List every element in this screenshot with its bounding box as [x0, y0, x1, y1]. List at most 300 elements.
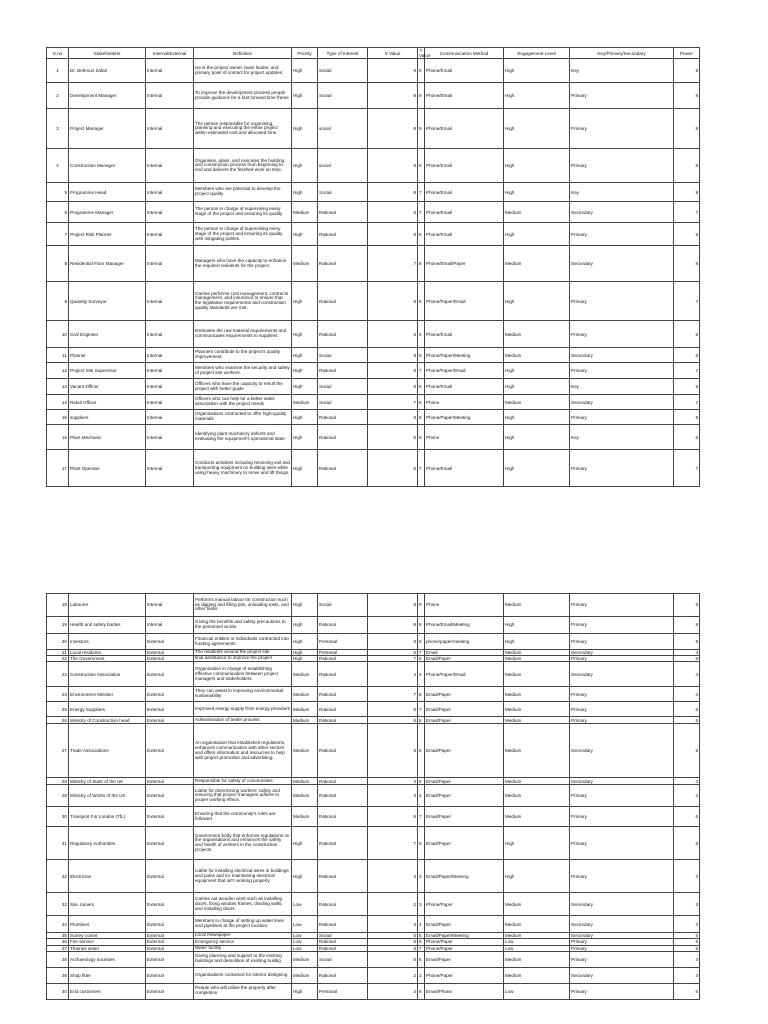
cell-priority: High — [292, 109, 318, 149]
cell-priority: High — [292, 363, 318, 379]
cell-type-of-interest: Rational — [318, 785, 368, 807]
cell-internal-external: External — [146, 983, 194, 999]
cell-stakeholder: Ministry of State of the UK — [69, 778, 146, 785]
cell-stakeholder: Construction Association — [69, 662, 146, 687]
cell-sno: 23 — [47, 662, 69, 687]
cell-power: 9 — [674, 410, 700, 425]
table-row — [47, 594, 700, 617]
cell-engagement-level: Medium — [504, 933, 570, 939]
cell-internal-external: Internal — [146, 450, 194, 487]
cell-priority: High — [292, 617, 318, 634]
cell-key-primary-secondary: Primary — [570, 594, 674, 617]
cell-engagement-level: High — [504, 634, 570, 650]
cell-engagement-level: High — [504, 860, 570, 893]
cell-type-of-interest: Social — [318, 59, 368, 83]
header-x-value: X Value — [368, 48, 418, 59]
cell-internal-external: Internal — [146, 282, 194, 321]
cell-engagement-level: Medium — [504, 967, 570, 983]
cell-definition: Financial entities or individuals contracted into funding agreements. — [194, 634, 292, 650]
cell-power: 8 — [674, 149, 700, 183]
table-row — [47, 282, 700, 321]
cell-type-of-interest: Rational — [318, 202, 368, 223]
cell-priority: High — [292, 827, 318, 860]
cell-power: 3 — [674, 893, 700, 916]
cell-power: 8 — [674, 617, 700, 634]
cell-key-primary-secondary: Key — [570, 59, 674, 83]
cell-y-value: 7 — [418, 702, 425, 717]
cell-definition: final assistance to improve the project — [194, 656, 292, 662]
cell-definition: Emergency service — [194, 939, 292, 945]
table-row — [47, 425, 700, 450]
cell-stakeholder: Plumbers — [69, 916, 146, 933]
cell-definition: Organization in charge of establishing effective communication between project managers and stakeholders — [194, 662, 292, 687]
cell-priority: High — [292, 450, 318, 487]
cell-definition: Administration of better process — [194, 717, 292, 724]
table-row — [47, 724, 700, 778]
cell-communication-method: Phone/Email — [425, 321, 504, 348]
cell-key-primary-secondary: Secondary — [570, 778, 674, 785]
cell-stakeholder: Ministry of Works of the UK — [69, 785, 146, 807]
table-row — [47, 951, 700, 967]
cell-sno: 15 — [47, 410, 69, 425]
cell-priority: Low — [292, 933, 318, 939]
cell-internal-external: External — [146, 967, 194, 983]
cell-engagement-level: Medium — [504, 893, 570, 916]
cell-x-value: 6 — [368, 945, 418, 951]
cell-key-primary-secondary: Primary — [570, 951, 674, 967]
cell-engagement-level: High — [504, 450, 570, 487]
cell-stakeholder: Investors — [69, 634, 146, 650]
cell-definition: Liable for installing electrical wires in buildings and poles and for maintaining electrical equipment that isn't working properly. — [194, 860, 292, 893]
cell-x-value: 4 — [368, 983, 418, 999]
cell-sno: 10 — [47, 321, 69, 348]
cell-definition: Officers who have the capacity to result the project with better guide — [194, 379, 292, 395]
cell-stakeholder: Programme Head — [69, 183, 146, 202]
cell-communication-method: Phone/Paper/Email — [425, 282, 504, 321]
cell-internal-external: External — [146, 687, 194, 702]
cell-engagement-level: Medium — [504, 687, 570, 702]
table-row — [47, 83, 700, 109]
cell-key-primary-secondary: Key — [570, 379, 674, 395]
cell-sno: 40 — [47, 983, 69, 999]
cell-key-primary-secondary: Secondary — [570, 650, 674, 656]
cell-key-primary-secondary: Secondary — [570, 916, 674, 933]
cell-y-value: 8 — [418, 827, 425, 860]
cell-definition: Organisations contacted for interior designing — [194, 967, 292, 983]
cell-internal-external: External — [146, 717, 194, 724]
cell-sno: 11 — [47, 348, 69, 363]
cell-power: 9 — [674, 634, 700, 650]
cell-engagement-level: Low — [504, 945, 570, 951]
cell-communication-method: phone/paper/meeting — [425, 634, 504, 650]
cell-sno: 30 — [47, 807, 69, 827]
cell-stakeholder: Planner — [69, 348, 146, 363]
cell-internal-external: Internal — [146, 395, 194, 410]
cell-communication-method: Phone/Paper/Meeting — [425, 410, 504, 425]
cell-sno: 3 — [47, 109, 69, 149]
cell-power: 5 — [674, 945, 700, 951]
cell-x-value: 4 — [368, 860, 418, 893]
cell-priority: Low — [292, 939, 318, 945]
cell-definition: They can assist in improving environmental sustainability — [194, 687, 292, 702]
cell-communication-method: Email/Paper — [425, 702, 504, 717]
header-engagement-level: Engagement Level — [504, 48, 570, 59]
cell-x-value: 5 — [368, 650, 418, 656]
cell-communication-method: Email/Paper — [425, 785, 504, 807]
table-row — [47, 967, 700, 983]
cell-type-of-interest: Rational — [318, 656, 368, 662]
cell-priority: High — [292, 594, 318, 617]
table-row — [47, 450, 700, 487]
cell-definition: Organises, plans, and executes the building and construction process from beginning to end and delivers the finished work on time. — [194, 149, 292, 183]
cell-key-primary-secondary: Secondary — [570, 395, 674, 410]
cell-power: 7 — [674, 363, 700, 379]
cell-priority: Medium — [292, 246, 318, 282]
cell-sno: 31 — [47, 827, 69, 860]
cell-x-value: 8 — [368, 282, 418, 321]
cell-communication-method: Email/Paper — [425, 827, 504, 860]
cell-engagement-level: High — [504, 379, 570, 395]
cell-definition: Improved energy supply from energy providers — [194, 702, 292, 717]
table-row — [47, 893, 700, 916]
cell-stakeholder: Trade Associations — [69, 724, 146, 778]
cell-key-primary-secondary: Key — [570, 183, 674, 202]
header-sno: S.no — [47, 48, 69, 59]
cell-power: 4 — [674, 785, 700, 807]
cell-communication-method: Email/Paper — [425, 951, 504, 967]
table-row — [47, 149, 700, 183]
cell-x-value: 6 — [368, 202, 418, 223]
cell-priority: High — [292, 183, 318, 202]
cell-stakeholder: suppliers — [69, 410, 146, 425]
cell-type-of-interest: Rational — [318, 425, 368, 450]
header-row — [47, 48, 700, 59]
cell-internal-external: External — [146, 827, 194, 860]
cell-y-value: 7 — [418, 450, 425, 487]
cell-key-primary-secondary: Secondary — [570, 933, 674, 939]
cell-definition: An organisation that establishes regulations, enhances communication with other sectors and offers information and resources to help with project promotion and advertising. — [194, 724, 292, 778]
cell-y-value: 7 — [418, 183, 425, 202]
cell-y-value: 4 — [418, 662, 425, 687]
cell-key-primary-secondary: Primary — [570, 785, 674, 807]
table-row — [47, 246, 700, 282]
cell-x-value: 5 — [368, 450, 418, 487]
cell-engagement-level: Low — [504, 983, 570, 999]
cell-x-value: 8 — [368, 83, 418, 109]
table-row — [47, 410, 700, 425]
cell-key-primary-secondary: Primary — [570, 827, 674, 860]
cell-internal-external: External — [146, 778, 194, 785]
cell-sno: 5 — [47, 183, 69, 202]
cell-y-value: 9 — [418, 282, 425, 321]
cell-communication-method: Phone/Paper — [425, 967, 504, 983]
table-row — [47, 827, 700, 860]
cell-y-value: 3 — [418, 893, 425, 916]
cell-power: 6 — [674, 702, 700, 717]
cell-stakeholder: Vacant Officer — [69, 379, 146, 395]
cell-priority: High — [292, 656, 318, 662]
cell-x-value: 8 — [368, 379, 418, 395]
cell-stakeholder: Local residents — [69, 650, 146, 656]
cell-communication-method: Email/Paper — [425, 687, 504, 702]
cell-power: 9 — [674, 379, 700, 395]
cell-y-value: 7 — [418, 807, 425, 827]
table-row — [47, 983, 700, 999]
cell-x-value: 7 — [368, 656, 418, 662]
cell-y-value: 5 — [418, 951, 425, 967]
cell-communication-method: Email/Paper — [425, 724, 504, 778]
cell-sno: 28 — [47, 778, 69, 785]
cell-key-primary-secondary: Primary — [570, 687, 674, 702]
cell-communication-method: Phone/Email — [425, 379, 504, 395]
cell-sno: 4 — [47, 149, 69, 183]
cell-communication-method: Phone/Email — [425, 202, 504, 223]
cell-power: 4 — [674, 650, 700, 656]
cell-definition: Identifying plant machinery defects and evaluating the equipment's operational state — [194, 425, 292, 450]
cell-power: 8 — [674, 246, 700, 282]
cell-type-of-interest: Social — [318, 395, 368, 410]
cell-y-value: 3 — [418, 860, 425, 893]
cell-sno: 20 — [47, 634, 69, 650]
cell-internal-external: Internal — [146, 59, 194, 83]
cell-key-primary-secondary: Primary — [570, 860, 674, 893]
cell-type-of-interest: Rational — [318, 778, 368, 785]
stakeholder-table-page-1 — [46, 47, 700, 487]
cell-communication-method: Email/Phone — [425, 983, 504, 999]
cell-definition: Managers who have the capacity to enhance the required residents for the project — [194, 246, 292, 282]
cell-priority: High — [292, 83, 318, 109]
cell-priority: Medium — [292, 395, 318, 410]
cell-sno: 19 — [47, 617, 69, 634]
cell-y-value: 7 — [418, 650, 425, 656]
table-row — [47, 109, 700, 149]
cell-communication-method: Email — [425, 650, 504, 656]
table-row — [47, 59, 700, 83]
cell-x-value: 9 — [368, 348, 418, 363]
cell-key-primary-secondary: Primary — [570, 109, 674, 149]
cell-y-value: 8 — [418, 379, 425, 395]
cell-power: 5 — [674, 724, 700, 778]
cell-engagement-level: High — [504, 410, 570, 425]
cell-power: 4 — [674, 687, 700, 702]
cell-stakeholder: Archaeology societies — [69, 951, 146, 967]
cell-definition: Officers who can help for a better sales association with the project needs — [194, 395, 292, 410]
cell-key-primary-secondary: Primary — [570, 702, 674, 717]
cell-stakeholder: Plant Mechanic — [69, 425, 146, 450]
cell-sno: 16 — [47, 425, 69, 450]
cell-definition: Water facility — [194, 945, 292, 951]
cell-power: 8 — [674, 348, 700, 363]
cell-x-value: 8 — [368, 109, 418, 149]
cell-key-primary-secondary: Primary — [570, 717, 674, 724]
cell-internal-external: External — [146, 724, 194, 778]
table-row — [47, 202, 700, 223]
cell-priority: High — [292, 650, 318, 656]
cell-priority: Medium — [292, 717, 318, 724]
cell-priority: Medium — [292, 724, 318, 778]
cell-internal-external: External — [146, 939, 194, 945]
header-key-primary-secondary: Key/Primary/Secondary — [570, 48, 674, 59]
cell-power: 6 — [674, 321, 700, 348]
cell-engagement-level: Medium — [504, 717, 570, 724]
cell-communication-method: Email/Paper — [425, 778, 504, 785]
cell-sno: 1 — [47, 59, 69, 83]
cell-x-value: 2 — [368, 893, 418, 916]
cell-internal-external: Internal — [146, 246, 194, 282]
cell-stakeholder: Environment Minister — [69, 687, 146, 702]
cell-definition: Local Newspaper — [194, 933, 292, 939]
cell-stakeholder: Regulatory Authorities — [69, 827, 146, 860]
cell-definition: Ensuring that the community's rules are followed — [194, 807, 292, 827]
cell-x-value: 9 — [368, 59, 418, 83]
cell-internal-external: External — [146, 807, 194, 827]
cell-x-value: 8 — [368, 149, 418, 183]
header-communication-method: Communication Method — [425, 48, 504, 59]
cell-stakeholder: Dr. Behrouz Zafari — [69, 59, 146, 83]
cell-sno: 17 — [47, 450, 69, 487]
cell-y-value: 6 — [418, 724, 425, 778]
cell-type-of-interest: Social — [318, 348, 368, 363]
table-row — [47, 223, 700, 246]
cell-stakeholder: Development Manager — [69, 83, 146, 109]
cell-power: 7 — [674, 282, 700, 321]
cell-definition: Members who examine the security and safety of project site workers. — [194, 363, 292, 379]
cell-type-of-interest: social — [318, 109, 368, 149]
cell-sno: 9 — [47, 282, 69, 321]
cell-stakeholder: Surrey comet — [69, 933, 146, 939]
cell-priority: High — [292, 410, 318, 425]
cell-priority: Low — [292, 945, 318, 951]
header-y-value: Y Value — [419, 48, 431, 59]
header-internal-external: Internal/External — [146, 48, 194, 59]
cell-type-of-interest: Rational — [318, 282, 368, 321]
cell-stakeholder: Health and safety bodies — [69, 617, 146, 634]
cell-x-value: 7 — [368, 687, 418, 702]
cell-x-value: 8 — [368, 363, 418, 379]
cell-priority: High — [292, 634, 318, 650]
cell-engagement-level: Medium — [504, 724, 570, 778]
cell-sno: 14 — [47, 395, 69, 410]
cell-internal-external: External — [146, 662, 194, 687]
cell-internal-external: External — [146, 656, 194, 662]
cell-sno: 35 — [47, 933, 69, 939]
cell-engagement-level: High — [504, 109, 570, 149]
cell-power: 9 — [674, 223, 700, 246]
cell-engagement-level: Medium — [504, 662, 570, 687]
cell-x-value: 3 — [368, 785, 418, 807]
cell-x-value: 9 — [368, 410, 418, 425]
cell-y-value: 4 — [418, 321, 425, 348]
table-row — [47, 379, 700, 395]
cell-engagement-level: Medium — [504, 246, 570, 282]
cell-internal-external: External — [146, 702, 194, 717]
cell-y-value: 8 — [418, 348, 425, 363]
cell-x-value: 4 — [368, 662, 418, 687]
cell-y-value: 3 — [418, 967, 425, 983]
cell-power: 4 — [674, 778, 700, 785]
cell-key-primary-secondary: Secondary — [570, 893, 674, 916]
cell-type-of-interest: Social — [318, 379, 368, 395]
cell-internal-external: External — [146, 893, 194, 916]
cell-key-primary-secondary: Secondary — [570, 724, 674, 778]
cell-priority: Medium — [292, 807, 318, 827]
cell-definition: Conducts activities including removing soil and transporting equipment on building sites while using heavy machinery to move and lift things. — [194, 450, 292, 487]
cell-priority: High — [292, 149, 318, 183]
cell-x-value: 2 — [368, 967, 418, 983]
cell-y-value: 6 — [418, 939, 425, 945]
cell-sno: 8 — [47, 246, 69, 282]
cell-engagement-level: Medium — [504, 650, 570, 656]
cell-type-of-interest: Rational — [318, 724, 368, 778]
cell-communication-method: Email/Paper — [425, 807, 504, 827]
header-type-of-interest: Type of Interest — [318, 48, 368, 59]
cell-power: 8 — [674, 109, 700, 149]
cell-engagement-level: Medium — [504, 702, 570, 717]
cell-x-value: 6 — [368, 939, 418, 945]
cell-engagement-level: Medium — [504, 916, 570, 933]
cell-key-primary-secondary: Primary — [570, 410, 674, 425]
cell-sno: 21 — [47, 650, 69, 656]
cell-type-of-interest: Rational — [318, 223, 368, 246]
cell-communication-method: Phone/Email — [425, 450, 504, 487]
cell-key-primary-secondary: Primary — [570, 634, 674, 650]
cell-type-of-interest: Rational — [318, 945, 368, 951]
table-row — [47, 717, 700, 724]
cell-y-value: 8 — [418, 149, 425, 183]
table-row — [47, 916, 700, 933]
cell-stakeholder: The Government — [69, 656, 146, 662]
cell-internal-external: Internal — [146, 348, 194, 363]
cell-y-value: 8 — [418, 246, 425, 282]
cell-priority: Medium — [292, 702, 318, 717]
cell-stakeholder: Energy Suppliers — [69, 702, 146, 717]
cell-key-primary-secondary: Primary — [570, 617, 674, 634]
cell-type-of-interest: Rational — [318, 450, 368, 487]
cell-communication-method: Email/Paper — [425, 717, 504, 724]
cell-y-value: 8 — [418, 223, 425, 246]
cell-key-primary-secondary: Secondary — [570, 246, 674, 282]
cell-internal-external: Internal — [146, 223, 194, 246]
cell-type-of-interest: Social — [318, 933, 368, 939]
cell-y-value: 8 — [418, 617, 425, 634]
cell-power: 7 — [674, 202, 700, 223]
cell-power: 9 — [674, 183, 700, 202]
cell-engagement-level: High — [504, 183, 570, 202]
cell-communication-method: Phone/Paper — [425, 945, 504, 951]
cell-definition: Carries performs cost management, contracts management, and insurance to ensure that the legislative requirements and construction quality standards are met. — [194, 282, 292, 321]
table-row — [47, 785, 700, 807]
cell-type-of-interest: Rational — [318, 662, 368, 687]
cell-communication-method: Email/Paper/Meeting — [425, 860, 504, 893]
cell-key-primary-secondary: Secondary — [570, 348, 674, 363]
cell-power: 5 — [674, 717, 700, 724]
cell-y-value: 8 — [418, 395, 425, 410]
cell-sno: 13 — [47, 379, 69, 395]
cell-y-value: 6 — [418, 425, 425, 450]
cell-x-value: 6 — [368, 807, 418, 827]
cell-engagement-level: High — [504, 363, 570, 379]
cell-internal-external: External — [146, 951, 194, 967]
cell-engagement-level: High — [504, 425, 570, 450]
cell-y-value: 5 — [418, 634, 425, 650]
table-row — [47, 348, 700, 363]
cell-y-value: 9 — [418, 83, 425, 109]
cell-type-of-interest: Rational — [318, 321, 368, 348]
cell-definition: People who will utilise the property after completion — [194, 983, 292, 999]
cell-internal-external: External — [146, 650, 194, 656]
cell-sno: 36 — [47, 939, 69, 945]
cell-type-of-interest: Rational — [318, 807, 368, 827]
